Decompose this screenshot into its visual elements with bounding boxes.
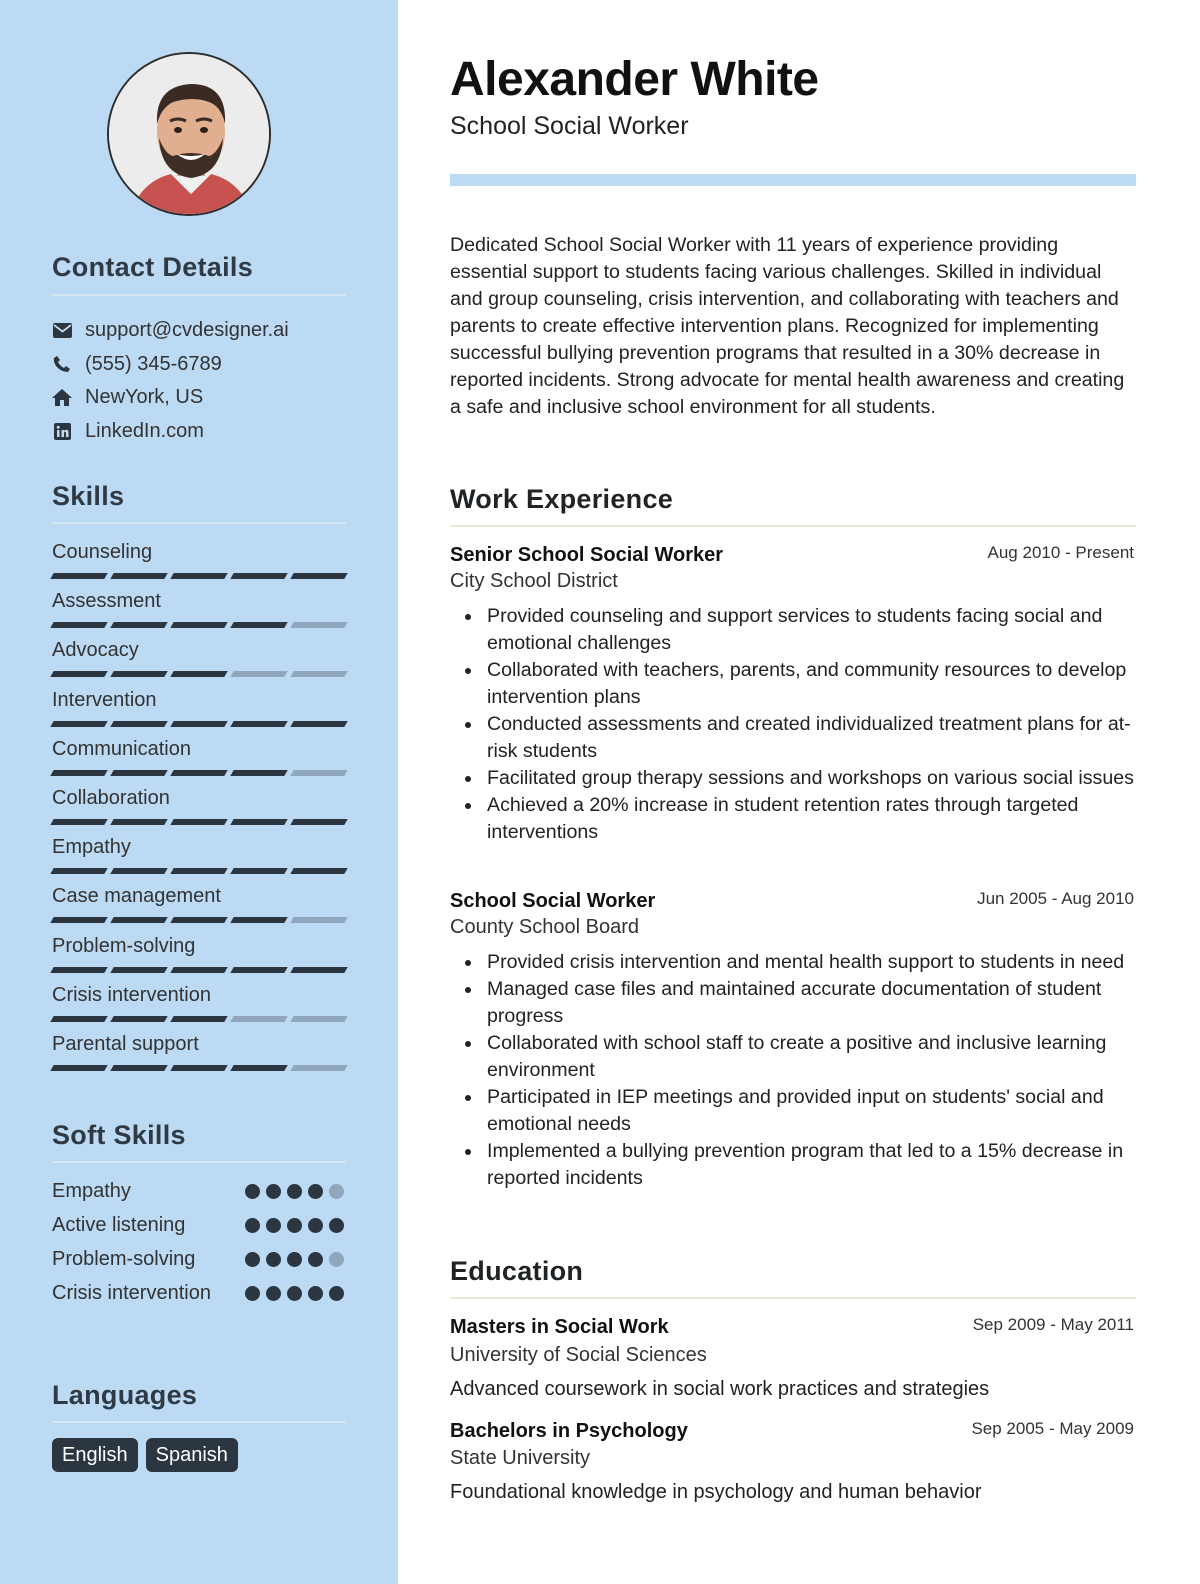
skill-level-segment bbox=[230, 917, 287, 923]
candidate-title: School Social Worker bbox=[450, 112, 689, 140]
rating-dot bbox=[266, 1184, 281, 1199]
degree-description: Advanced coursework in social work practices and strategies bbox=[450, 1378, 990, 1400]
sidebar bbox=[0, 0, 398, 1584]
soft-skill-rating bbox=[245, 1218, 344, 1233]
degree-school: University of Social Sciences bbox=[450, 1344, 707, 1366]
job-role: School Social Worker bbox=[450, 890, 656, 912]
skill-level-segment bbox=[110, 819, 167, 825]
skill-level-segment bbox=[110, 1065, 167, 1071]
skill-level-segment bbox=[110, 917, 167, 923]
skill-level-bar bbox=[52, 1065, 346, 1071]
skill-name: Collaboration bbox=[52, 787, 170, 809]
rating-dot bbox=[287, 1184, 302, 1199]
skill-level-segment bbox=[290, 770, 347, 776]
skill-name: Assessment bbox=[52, 590, 161, 613]
skill-level-segment bbox=[230, 868, 287, 874]
skill-level-segment bbox=[230, 721, 287, 727]
skill-level-bar bbox=[52, 721, 346, 727]
contact-email-text: support@cvdesigner.ai bbox=[85, 318, 289, 341]
work-experience-title: Work Experience bbox=[450, 484, 674, 514]
degree-title: Masters in Social Work bbox=[450, 1316, 669, 1338]
skill-level-bar bbox=[52, 770, 346, 776]
contact-phone[interactable] bbox=[52, 351, 222, 377]
skill-level-segment bbox=[290, 721, 347, 727]
rating-dot bbox=[245, 1218, 260, 1233]
skill-level-segment bbox=[170, 721, 227, 727]
skill-level-segment bbox=[230, 1065, 287, 1071]
languages-section-title: Languages bbox=[52, 1380, 198, 1410]
skill-level-segment bbox=[230, 1016, 287, 1022]
skill-level-segment bbox=[50, 573, 107, 579]
skill-level-segment bbox=[50, 917, 107, 923]
degree-school: State University bbox=[450, 1447, 591, 1469]
skill-level-segment bbox=[50, 671, 107, 677]
skill-level-segment bbox=[110, 671, 167, 677]
skill-level-segment bbox=[110, 967, 167, 973]
skills-section-title: Skills bbox=[52, 481, 125, 511]
skill-level-segment bbox=[50, 868, 107, 874]
skill-name: Advocacy bbox=[52, 639, 139, 662]
skill-row bbox=[52, 1032, 346, 1056]
skill-row bbox=[52, 540, 346, 564]
skill-level-segment bbox=[170, 671, 227, 677]
job-bullets bbox=[450, 949, 1140, 1192]
skill-level-segment bbox=[110, 1016, 167, 1022]
skill-level-bar bbox=[52, 622, 346, 628]
skill-level-segment bbox=[110, 868, 167, 874]
soft-skill-name: Problem-solving bbox=[52, 1248, 196, 1270]
skill-level-segment bbox=[170, 573, 227, 579]
skill-row bbox=[52, 934, 346, 958]
skill-level-segment bbox=[230, 819, 287, 825]
envelope-icon bbox=[52, 320, 72, 340]
degree-dates: Sep 2005 - May 2009 bbox=[971, 1419, 1134, 1438]
skill-level-segment bbox=[230, 622, 287, 628]
soft-skill-rating bbox=[245, 1252, 344, 1267]
skill-level-segment bbox=[230, 671, 287, 677]
job-bullet: Provided counseling and support services to students facing social and emotional challenges bbox=[450, 603, 1140, 657]
skill-level-bar bbox=[52, 1016, 346, 1022]
skill-level-segment bbox=[50, 967, 107, 973]
work-experience-divider bbox=[450, 525, 1136, 527]
job-organization: City School District bbox=[450, 570, 618, 592]
contact-linkedin[interactable] bbox=[52, 418, 204, 444]
skill-level-segment bbox=[290, 917, 347, 923]
phone-icon bbox=[52, 354, 72, 374]
job-bullet: Facilitated group therapy sessions and workshops on various social issues bbox=[450, 765, 1140, 792]
contact-linkedin-text: LinkedIn.com bbox=[85, 419, 204, 442]
skill-level-segment bbox=[50, 770, 107, 776]
linkedin-icon bbox=[52, 421, 72, 441]
skill-level-segment bbox=[290, 819, 347, 825]
soft-skill-rating bbox=[245, 1184, 344, 1199]
degree-dates: Sep 2009 - May 2011 bbox=[972, 1315, 1134, 1334]
skill-level-segment bbox=[170, 1065, 227, 1071]
skill-name: Problem-solving bbox=[52, 934, 196, 957]
skill-level-segment bbox=[290, 1065, 347, 1071]
soft-skills-section-title: Soft Skills bbox=[52, 1120, 186, 1150]
rating-dot bbox=[245, 1286, 260, 1301]
job-bullet: Provided crisis intervention and mental health support to students in need bbox=[450, 949, 1140, 976]
skill-level-segment bbox=[170, 868, 227, 874]
skill-level-segment bbox=[290, 1016, 347, 1022]
skill-level-bar bbox=[52, 819, 346, 825]
skill-name: Crisis intervention bbox=[52, 983, 211, 1006]
skill-row bbox=[52, 983, 346, 1007]
contact-divider bbox=[52, 294, 346, 296]
job-dates: Aug 2010 - Present bbox=[987, 543, 1134, 562]
profile-photo bbox=[107, 52, 271, 216]
rating-dot bbox=[266, 1218, 281, 1233]
skill-level-segment bbox=[290, 671, 347, 677]
job-bullet: Achieved a 20% increase in student retention rates through targeted interventions bbox=[450, 792, 1140, 846]
rating-dot bbox=[329, 1218, 344, 1233]
skill-level-segment bbox=[230, 967, 287, 973]
skill-level-segment bbox=[50, 622, 107, 628]
skill-name: Parental support bbox=[52, 1033, 199, 1055]
job-dates: Jun 2005 - Aug 2010 bbox=[977, 889, 1134, 908]
skill-row bbox=[52, 835, 346, 859]
skill-level-segment bbox=[110, 721, 167, 727]
skill-level-bar bbox=[52, 573, 346, 579]
skill-level-segment bbox=[50, 1016, 107, 1022]
rating-dot bbox=[287, 1286, 302, 1301]
skill-level-segment bbox=[230, 573, 287, 579]
skill-level-segment bbox=[170, 967, 227, 973]
skill-name: Case management bbox=[52, 885, 221, 908]
skill-level-segment bbox=[170, 1016, 227, 1022]
soft-skill-name: Active listening bbox=[52, 1214, 186, 1236]
skill-name: Intervention bbox=[52, 688, 157, 711]
candidate-name: Alexander White bbox=[450, 53, 819, 106]
job-bullet: Managed case files and maintained accurate documentation of student progress bbox=[450, 976, 1140, 1030]
skill-level-segment bbox=[290, 573, 347, 579]
soft-skill-row bbox=[52, 1178, 346, 1205]
skill-level-segment bbox=[290, 622, 347, 628]
job-bullet: Participated in IEP meetings and provided input on students' social and emotional needs bbox=[450, 1084, 1140, 1138]
portrait-illustration bbox=[109, 54, 271, 216]
skill-row bbox=[52, 688, 346, 712]
soft-skill-row bbox=[52, 1212, 346, 1239]
skill-level-segment bbox=[290, 868, 347, 874]
skill-level-bar bbox=[52, 671, 346, 677]
skill-level-segment bbox=[50, 1065, 107, 1071]
skill-row bbox=[52, 884, 346, 908]
soft-skills-divider bbox=[52, 1161, 346, 1163]
rating-dot bbox=[308, 1218, 323, 1233]
skill-level-segment bbox=[290, 967, 347, 973]
rating-dot bbox=[287, 1218, 302, 1233]
skill-level-segment bbox=[110, 622, 167, 628]
skill-row bbox=[52, 737, 346, 761]
rating-dot bbox=[266, 1252, 281, 1267]
job-bullet: Conducted assessments and created individualized treatment plans for at-risk students bbox=[450, 711, 1140, 765]
contact-location bbox=[52, 384, 203, 410]
language-badge: English bbox=[52, 1438, 138, 1472]
skill-name: Counseling bbox=[52, 541, 153, 563]
rating-dot bbox=[329, 1184, 344, 1199]
education-divider bbox=[450, 1297, 1136, 1299]
skill-level-segment bbox=[50, 819, 107, 825]
soft-skill-row bbox=[52, 1246, 346, 1273]
contact-section-title: Contact Details bbox=[52, 252, 254, 282]
rating-dot bbox=[245, 1184, 260, 1199]
skill-level-segment bbox=[110, 770, 167, 776]
job-bullet: Collaborated with teachers, parents, and community resources to develop intervention plans bbox=[450, 657, 1140, 711]
skill-level-bar bbox=[52, 868, 346, 874]
skill-level-segment bbox=[50, 721, 107, 727]
languages-list bbox=[52, 1438, 238, 1472]
job-role: Senior School Social Worker bbox=[450, 544, 724, 566]
skill-level-bar bbox=[52, 967, 346, 973]
contact-location-text: NewYork, US bbox=[85, 385, 204, 408]
skill-level-segment bbox=[170, 819, 227, 825]
rating-dot bbox=[245, 1252, 260, 1267]
rating-dot bbox=[308, 1286, 323, 1301]
rating-dot bbox=[266, 1286, 281, 1301]
rating-dot bbox=[329, 1252, 344, 1267]
soft-skill-name: Crisis intervention bbox=[52, 1282, 211, 1304]
language-badge: Spanish bbox=[146, 1438, 238, 1472]
profile-summary: Dedicated School Social Worker with 11 years of experience providing essential support to students facing various challenges. Skilled in individual and group counseling, crisis intervention, and collaborating with teachers and parents to create effective intervention plans. Recognized for implementing successful bullying prevention programs that resulted in a 30% decrease in reported incidents. Strong advocate for mental health awareness and creating a safe and inclusive school environment for all students. bbox=[450, 234, 1125, 418]
skill-level-segment bbox=[110, 573, 167, 579]
soft-skill-rating bbox=[245, 1286, 344, 1301]
job-bullet: Implemented a bullying prevention program that led to a 15% decrease in reported incidents bbox=[450, 1138, 1140, 1192]
skill-row bbox=[52, 786, 346, 810]
soft-skill-row bbox=[52, 1280, 346, 1307]
skills-divider bbox=[52, 522, 346, 524]
home-icon bbox=[52, 387, 72, 407]
job-bullets bbox=[450, 603, 1140, 846]
soft-skill-name: Empathy bbox=[52, 1180, 131, 1202]
skill-level-segment bbox=[230, 770, 287, 776]
contact-phone-text: (555) 345-6789 bbox=[85, 352, 222, 375]
skill-level-bar bbox=[52, 917, 346, 923]
job-bullet: Collaborated with school staff to create a positive and inclusive learning environment bbox=[450, 1030, 1140, 1084]
rating-dot bbox=[308, 1184, 323, 1199]
skill-level-segment bbox=[170, 917, 227, 923]
skill-row bbox=[52, 638, 346, 662]
contact-email[interactable] bbox=[52, 317, 289, 343]
skill-name: Communication bbox=[52, 737, 191, 760]
rating-dot bbox=[308, 1252, 323, 1267]
skill-row bbox=[52, 589, 346, 613]
header-accent-bar bbox=[450, 174, 1136, 186]
skill-level-segment bbox=[170, 622, 227, 628]
rating-dot bbox=[287, 1252, 302, 1267]
skill-level-segment bbox=[170, 770, 227, 776]
degree-description: Foundational knowledge in psychology and human behavior bbox=[450, 1481, 982, 1503]
rating-dot bbox=[329, 1286, 344, 1301]
job-organization: County School Board bbox=[450, 916, 640, 938]
education-title: Education bbox=[450, 1256, 584, 1286]
skill-name: Empathy bbox=[52, 836, 131, 859]
degree-title: Bachelors in Psychology bbox=[450, 1420, 688, 1442]
languages-divider bbox=[52, 1421, 346, 1423]
